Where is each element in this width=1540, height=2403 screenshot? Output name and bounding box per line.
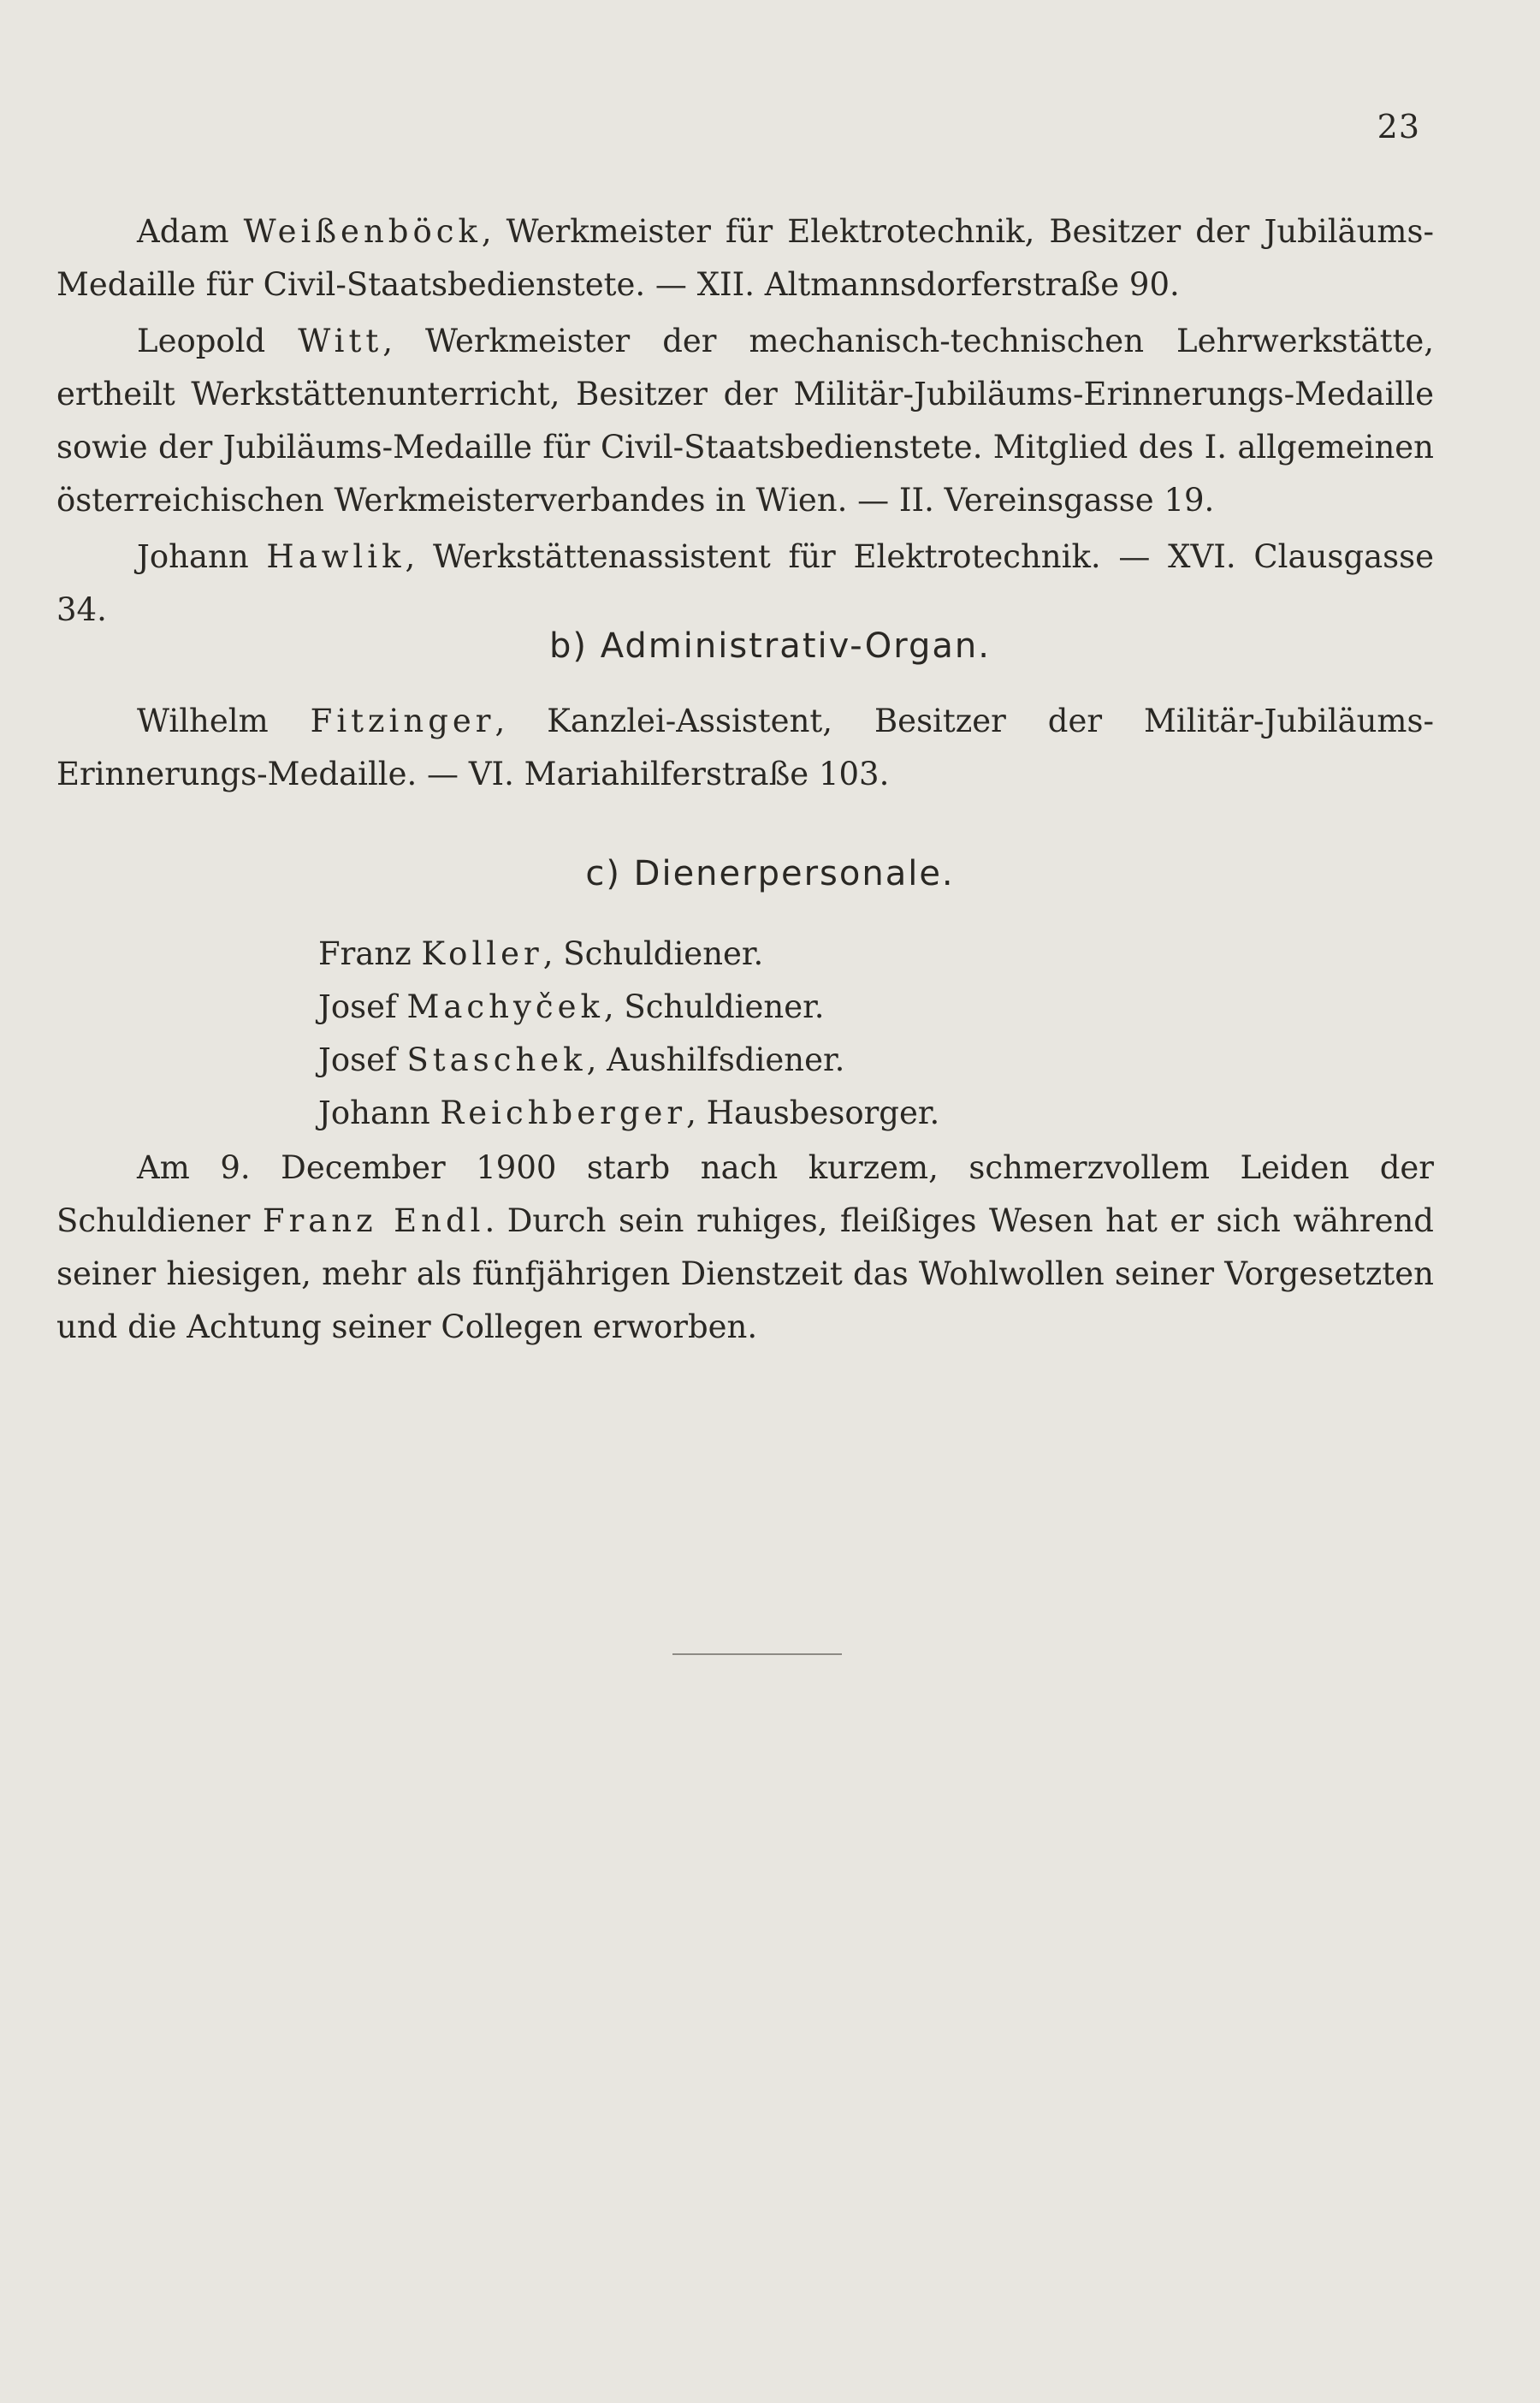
surname: Hawlik (266, 538, 406, 575)
entry-witt: Leopold Witt, Werkmeister der mechanisch-technischen Lehrwerkstätte, ertheilt Werkstättenunterricht, Besitzer der Militär-Jubiläums-Erinnerungs-Medaille sowie der Jubiläums-Medaille für Civil-Staatsbedienstete. Mitglied des I. allgemeinen österreichischen Werkmeisterverbandes in Wien. — II. Vereinsgasse 19. (56, 323, 1434, 519)
obituary-notice (56, 1142, 1434, 1357)
section-b-administrative (56, 695, 1434, 804)
list-item: Josef Staschek, Aushilfsdiener. (318, 1041, 845, 1078)
obituary-paragraph: Am 9. December 1900 starb nach kurzem, schmerzvollem Leiden der Schuldiener Franz Endl. Durch sein ruhiges, fleißiges Wesen hat er sich während seiner hiesigen, mehr als fünfjährigen Dienstzeit das Wohlwollen seiner Vorgesetzten und die Achtung seiner Collegen erworben. (56, 1149, 1434, 1345)
service-staff-list (318, 928, 939, 1140)
list-item: Johann Reichberger, Hausbesorger. (318, 1095, 940, 1131)
surname: Witt (298, 323, 383, 359)
section-heading-administrative: b) Administrativ-Organ. (549, 626, 991, 666)
section-divider (672, 1653, 842, 1655)
list-item: Josef Machyček, Schuldiener. (318, 988, 825, 1025)
surname: Weißenböck (243, 213, 482, 250)
entry-fitzinger: Wilhelm Fitzinger, Kanzlei-Assistent, Besitzer der Militär-Jubiläums-Erinnerungs-Medaille. — VI. Mariahilferstraße 103. (56, 703, 1434, 792)
surname: Fitzinger (310, 703, 495, 739)
section-heading-service-staff: c) Dienerpersonale. (585, 854, 955, 893)
entry-hawlik: Johann Hawlik, Werkstättenassistent für Elektrotechnik. — XVI. Clausgasse 34. (56, 538, 1434, 628)
deceased-name: Franz Endl (262, 1202, 485, 1239)
section-a-technical-staff (56, 205, 1434, 640)
list-item: Franz Koller, Schuldiener. (318, 935, 764, 972)
page-number: 23 (1377, 108, 1420, 145)
entry-weissenboeck: Adam Weißenböck, Werkmeister für Elektrotechnik, Besitzer der Jubiläums-Medaille für Civil-Staatsbedienstete. — XII. Altmannsdorferstraße 90. (56, 213, 1434, 303)
